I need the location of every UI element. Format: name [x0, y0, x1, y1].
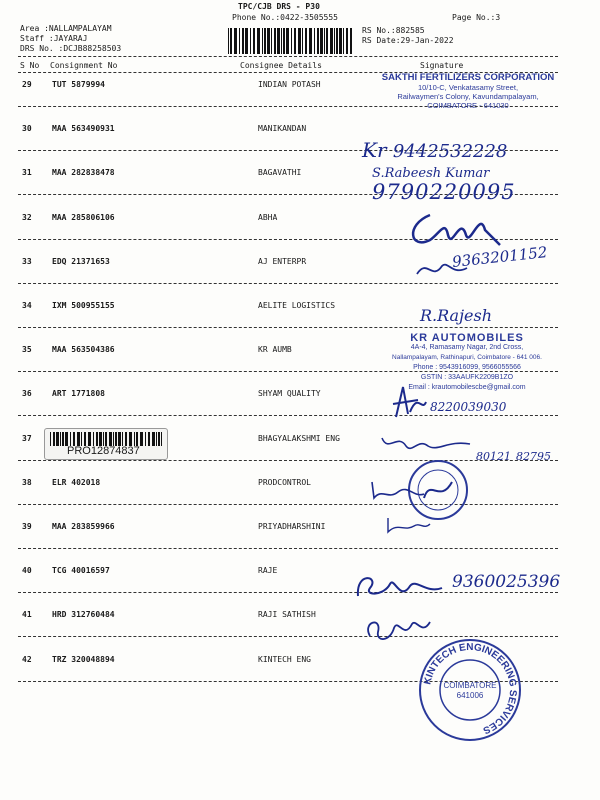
handwritten-num-37b: 82795	[516, 450, 551, 463]
handwritten-phone-31: 9790220095	[372, 180, 516, 204]
barcode-bar	[234, 28, 237, 54]
col-signature: Signature	[420, 61, 464, 70]
barcode-bar	[320, 28, 323, 54]
barcode-bar	[93, 432, 94, 446]
barcode-bar	[140, 432, 143, 446]
barcode-bar	[228, 28, 229, 54]
kintech-center-city: COIMBATORE	[443, 681, 497, 690]
barcode-bar	[271, 28, 272, 54]
barcode-bar	[267, 28, 270, 54]
row-number: 29	[22, 80, 32, 89]
signature-39	[384, 514, 434, 534]
consignee-name: BAGAVATHI	[258, 168, 302, 177]
barcode-bar	[88, 432, 91, 446]
consignee-name: RAJI SATHISH	[258, 610, 316, 619]
consignee-name: PRIYADHARSHINI	[258, 522, 326, 531]
barcode-bar	[262, 28, 263, 54]
consignment-number: IXM 500955155	[52, 301, 115, 310]
barcode-bar	[148, 432, 150, 446]
barcode-bar	[339, 28, 342, 54]
barcode-number: PRO12874837	[67, 445, 140, 457]
sakthi-stamp-line3: COIMBATORE - 641030	[427, 101, 509, 110]
barcode-bar	[65, 432, 68, 446]
barcode-bar	[291, 28, 292, 54]
phone-number: Phone No.:0422-3505555	[232, 13, 338, 22]
kintech-ring-text: KINTECH ENGINEERING SERVICES	[422, 641, 519, 736]
kr-stamp-line1: 4A-4, Ramasamy Nagar, 2nd Cross,	[410, 344, 524, 351]
barcode-bar	[156, 432, 157, 446]
sakthi-stamp-line2: Railwaymen's Colony, Kavundampalayam,	[397, 92, 539, 101]
kr-stamp-line3: Phone : 9543916099, 9566055566	[413, 364, 521, 371]
barcode-bar	[53, 432, 55, 446]
consignee-name: KR AUMB	[258, 345, 292, 354]
consignee-name: MANIKANDAN	[258, 124, 307, 133]
barcode-bar	[145, 432, 146, 446]
document-title: TPC/CJB DRS - P30	[238, 2, 320, 11]
row-number: 39	[22, 522, 32, 531]
barcode-bar	[334, 28, 335, 54]
barcode-bar	[309, 28, 312, 54]
handwritten-name-31: S.Rabeesh Kumar	[372, 166, 490, 181]
sakthi-stamp	[378, 72, 558, 110]
signature-41	[360, 612, 440, 648]
row-number: 31	[22, 168, 32, 177]
drs-number: DRS No. :DCJB88258503	[20, 44, 122, 53]
row-number: 30	[22, 124, 32, 133]
barcode-bar	[113, 432, 114, 446]
barcode-bar	[302, 28, 303, 54]
consignee-name: INDIAN POTASH	[258, 80, 321, 89]
kr-stamp-line5: Email : krautomobilescbe@gmail.com	[408, 384, 526, 391]
barcode-bar	[62, 432, 64, 446]
barcode-icon	[50, 432, 162, 446]
row-number: 32	[22, 213, 32, 222]
consignee-name: ABHA	[258, 213, 278, 222]
barcode-bar	[118, 432, 121, 446]
barcode-bar	[294, 28, 296, 54]
barcode-bar	[245, 28, 248, 54]
row-number: 41	[22, 610, 32, 619]
barcode-bar	[250, 28, 251, 54]
consignee-name: KINTECH ENG	[258, 655, 311, 664]
row-divider	[18, 415, 558, 416]
handwritten-num-37a: 80121	[476, 450, 511, 463]
consignment-number: TCG 40016597	[52, 566, 110, 575]
barcode-bar	[99, 432, 102, 446]
row-number: 35	[22, 345, 32, 354]
consignment-number: MAA 282838478	[52, 168, 115, 177]
barcode-bar	[277, 28, 280, 54]
kr-stamp-name: KR AUTOMOBILES	[410, 332, 524, 344]
barcode-bar	[81, 432, 82, 446]
signature-37	[378, 428, 478, 458]
barcode-bar	[70, 432, 71, 446]
sakthi-stamp-name: SAKTHI FERTILIZERS CORPORATION	[381, 72, 555, 83]
handwritten-phone-40: 9360025396	[452, 572, 561, 592]
consignee-name: SHYAM QUALITY	[258, 389, 321, 398]
barcode-bar	[343, 28, 344, 54]
barcode-bar	[77, 432, 80, 446]
area-label: Area :NALLAMPALAYAM	[20, 24, 112, 33]
consignee-name: AJ ENTERPR	[258, 257, 307, 266]
barcode-bar	[274, 28, 276, 54]
barcode-bar	[286, 28, 289, 54]
barcode-bar	[158, 432, 160, 446]
barcode-bar	[253, 28, 255, 54]
consignment-number: ART 1771808	[52, 389, 105, 398]
barcode-bar	[314, 28, 315, 54]
kintech-center-pin: 641006	[456, 691, 484, 700]
barcode-bar	[305, 28, 307, 54]
row-divider	[18, 504, 558, 505]
row-number: 40	[22, 566, 32, 575]
kr-stamp-line4: GSTIN : 33AAUFK2209B1ZO	[420, 374, 514, 381]
barcode-bar	[257, 28, 260, 54]
barcode-bar	[125, 432, 127, 446]
barcode-bar	[129, 432, 132, 446]
row-divider	[18, 283, 558, 284]
signature-33	[412, 256, 472, 282]
barcode-bar	[56, 432, 59, 446]
barcode-bar	[152, 432, 155, 446]
col-consignment: Consignment No	[50, 61, 118, 70]
col-sno: S No	[20, 61, 40, 70]
consignment-number: EDQ 21371653	[52, 257, 110, 266]
barcode-bar	[346, 28, 348, 54]
sakthi-stamp-line1: 10/10-C, Venkatasamy Street,	[417, 83, 519, 92]
barcode-bar	[230, 28, 232, 54]
row-number: 38	[22, 478, 32, 487]
signature-36	[388, 382, 428, 422]
barcode-bar	[109, 432, 112, 446]
barcode-bar	[115, 432, 117, 446]
kintech-seal	[418, 638, 522, 746]
consignment-number: MAA 285806106	[52, 213, 115, 222]
consignment-number: MAA 563504386	[52, 345, 115, 354]
consignment-number: ELR 402018	[52, 478, 101, 487]
consignee-name: AELITE LOGISTICS	[258, 301, 336, 310]
barcode-bar	[50, 432, 51, 446]
barcode-bar	[60, 432, 61, 446]
row-divider	[18, 592, 558, 593]
barcode-bar	[136, 432, 138, 446]
row-number: 42	[22, 655, 32, 664]
signature-30: Kr 9442532228	[362, 138, 508, 162]
kr-stamp-line2: Nallampalayam, Rathinapuri, Coimbatore - 641 006.	[392, 354, 542, 361]
row-divider	[18, 636, 558, 637]
barcode-bar	[73, 432, 75, 446]
handwritten-phone-36: 8220039030	[430, 400, 507, 414]
barcode-bar	[317, 28, 319, 54]
col-consignee: Consignee Details	[240, 61, 322, 70]
handwritten-phone-30: 9442532228	[392, 141, 508, 162]
row-divider	[18, 327, 558, 328]
consignment-number: MAA 283859966	[52, 522, 115, 531]
consignment-number: TRZ 320048894	[52, 655, 115, 664]
barcode-bar	[239, 28, 240, 54]
row-number: 33	[22, 257, 32, 266]
barcode-bar	[264, 28, 266, 54]
row-number: 37	[22, 434, 32, 443]
barcode-bar	[283, 28, 285, 54]
page-number: Page No.:3	[452, 13, 501, 22]
barcode-bar	[103, 432, 104, 446]
barcode-bar	[242, 28, 244, 54]
barcode-bar	[161, 432, 162, 446]
barcode-bar	[298, 28, 301, 54]
handwritten-name-35: R.Rajesh	[420, 306, 493, 325]
consignee-name: BHAGYALAKSHMI ENG	[258, 434, 340, 443]
header-divider-top	[18, 56, 558, 57]
barcode-bar	[324, 28, 325, 54]
row-number: 34	[22, 301, 32, 310]
barcode-bar	[105, 432, 107, 446]
consignment-number: HRD 312760484	[52, 610, 115, 619]
barcode-bar	[336, 28, 338, 54]
header-barcode	[228, 28, 352, 54]
barcode-bar	[84, 432, 86, 446]
rs-number: RS No.:882585	[362, 26, 425, 35]
barcode-bar	[330, 28, 333, 54]
consignment-number: TUT 5879994	[52, 80, 105, 89]
barcode-bar	[326, 28, 328, 54]
barcode-sticker	[44, 428, 168, 460]
barcode-bar	[281, 28, 282, 54]
barcode-bar	[134, 432, 135, 446]
rs-date: RS Date:29-Jan-2022	[362, 36, 454, 45]
signature-40	[350, 566, 450, 606]
handwritten-phone-33: 9363201152	[451, 243, 549, 271]
staff-label: Staff :JAYARAJ	[20, 34, 88, 43]
consignee-name: PRODCONTROL	[258, 478, 311, 487]
consignment-number: MAA 563490931	[52, 124, 115, 133]
consignee-name: RAJE	[258, 566, 278, 575]
barcode-bar	[96, 432, 98, 446]
barcode-bar	[122, 432, 123, 446]
row-divider	[18, 548, 558, 549]
barcode-bar	[350, 28, 352, 54]
row-number: 36	[22, 389, 32, 398]
signature-38	[368, 478, 428, 502]
